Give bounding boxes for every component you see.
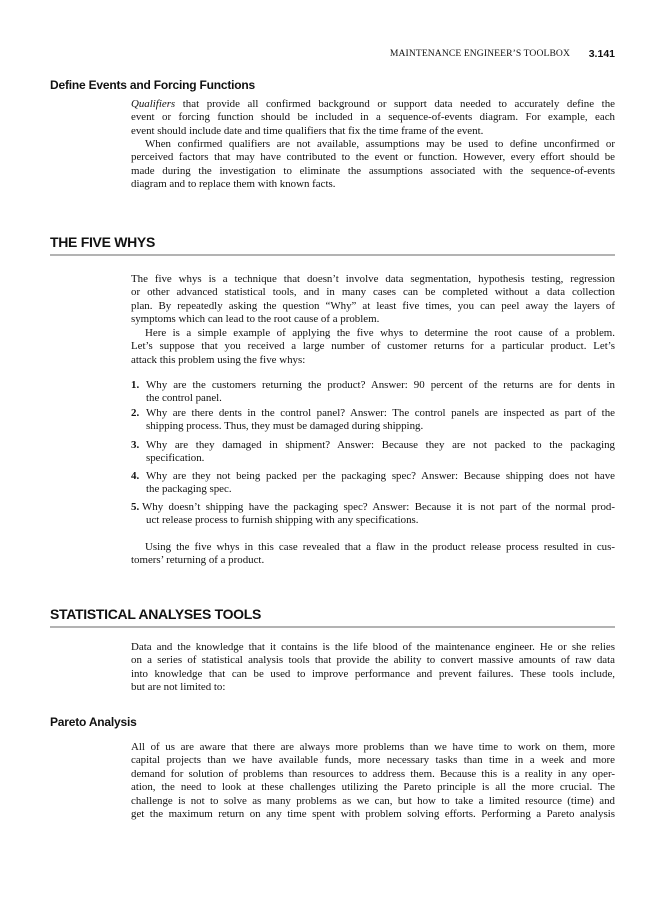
statistical-tools-para bbox=[131, 641, 615, 695]
text-line: demand for solution of problems than resources to address them. Because this is a reality in any oper- bbox=[131, 767, 615, 780]
five-whys-para-1 bbox=[131, 273, 615, 327]
text-line: perceived factors that may have contributed to the event or function. However, every effort should be bbox=[131, 151, 615, 164]
text-line: diagram and to replace them with known facts. bbox=[131, 178, 336, 191]
text-line: challenge is not to solve as many problems as we can, but how to take a limited resource (time) and bbox=[131, 794, 615, 807]
text-line: event should include date and time qualifiers that fix the time frame of the event. bbox=[131, 124, 484, 137]
heading-pareto-analysis: Pareto Analysis bbox=[50, 715, 137, 729]
italic-term: Qualifiers bbox=[131, 98, 176, 110]
text-line: Why are the customers returning the product? Answer: 90 percent of the returns are for dents in bbox=[146, 379, 615, 391]
list-item bbox=[131, 439, 615, 466]
list-item-text bbox=[146, 439, 615, 466]
text-line: event or forcing function should be included in a sequence-of-events diagram. For example, each bbox=[131, 111, 615, 124]
list-item bbox=[131, 379, 615, 406]
running-header bbox=[360, 47, 615, 61]
text-line: ation, the need to look at these challenges utilizing the Pareto principle is all the more crucial. The bbox=[131, 781, 615, 794]
text-line: Why doesn’t shipping have the packaging spec? Answer: Because it is not part of the normal prod- bbox=[142, 501, 615, 513]
list-number: 1. bbox=[131, 379, 140, 391]
text-line: the packaging spec. bbox=[146, 483, 232, 496]
text-line: specification. bbox=[146, 452, 205, 465]
text-line: Data and the knowledge that it contains is the life blood of the maintenance engineer. He or she relies bbox=[131, 641, 615, 653]
text-line: Why are there dents in the control panel? Answer: The control panels are inspected as part of the bbox=[146, 407, 615, 419]
list-number: 2. bbox=[131, 407, 140, 419]
list-item-text bbox=[146, 379, 615, 406]
five-whys-conclusion bbox=[131, 541, 615, 568]
text-line: attack this problem using the five whys: bbox=[131, 353, 306, 366]
text-line: Why are they not being packed per the packaging spec? Answer: Because shipping does not have bbox=[146, 470, 615, 482]
text-line: capital projects than we have available funds, more necessary tasks than time in a week and more bbox=[131, 754, 615, 767]
text-line: Using the five whys in this case revealed that a flaw in the product release process resulted in cus- bbox=[145, 541, 615, 553]
five-whys-para-2 bbox=[131, 327, 615, 367]
list-item bbox=[131, 501, 615, 528]
list-item bbox=[131, 407, 615, 434]
text-line: Let’s suppose that you received a large number of customer returns for a particular product. Let’s bbox=[131, 340, 615, 353]
text-line: the control panel. bbox=[146, 392, 222, 405]
text-line: The five whys is a technique that doesn’t involve data segmentation, hypothesis testing, regression bbox=[131, 273, 615, 285]
heading-five-whys: THE FIVE WHYS bbox=[50, 234, 615, 256]
list-item-text bbox=[142, 501, 615, 528]
define-events-para-1 bbox=[131, 98, 615, 138]
text-line: into knowledge that can be used to improve performance and prevent failures. These tools include, bbox=[131, 667, 615, 680]
heading-define-events: Define Events and Forcing Functions bbox=[50, 78, 256, 92]
list-item-text bbox=[146, 407, 615, 434]
text-line: plan. By repeatedly asking the question “Why” at least five times, you can peel away the layers of bbox=[131, 299, 615, 312]
text-line: Here is a simple example of applying the five whys to determine the root cause of a problem. bbox=[145, 327, 615, 339]
text-line: get the maximum return on any time spent with problem solving efforts. Performing a Pareto analysis bbox=[131, 807, 615, 820]
page-number: 3.141 bbox=[588, 48, 615, 60]
text-line: shipping process. Thus, they must be damaged during shipping. bbox=[146, 420, 424, 433]
list-item bbox=[131, 470, 615, 497]
heading-statistical-tools: STATISTICAL ANALYSES TOOLS bbox=[50, 606, 615, 628]
text-line: or other advanced statistical tools, and in many cases can be completed without a data collection bbox=[131, 286, 615, 299]
list-number: 4. bbox=[131, 470, 140, 482]
list-number: 5. bbox=[131, 501, 140, 513]
define-events-para-2 bbox=[131, 138, 615, 192]
text-line: tomers’ returning of a product. bbox=[131, 554, 265, 567]
text-line: All of us are aware that there are always more problems than we have time to work on them, more bbox=[131, 741, 615, 753]
text-line: made during the investigation to eliminate the assumptions associated with the sequence-of-events bbox=[131, 164, 615, 177]
list-item-text bbox=[146, 470, 615, 497]
list-number: 3. bbox=[131, 439, 140, 451]
text-line: Why are they damaged in shipment? Answer: Because they are not packed to the packaging bbox=[146, 439, 615, 451]
pareto-para bbox=[131, 741, 615, 821]
text-line: When confirmed qualifiers are not available, assumptions may be used to define unconfirmed or bbox=[145, 138, 615, 150]
text-line: on a series of statistical analysis tools that provide the ability to convert massive amounts of raw data bbox=[131, 654, 615, 667]
text-line: but are not limited to: bbox=[131, 681, 226, 694]
running-header-title: MAINTENANCE ENGINEER’S TOOLBOX bbox=[389, 48, 570, 59]
text-line: symptoms which can lead to the root cause of a problem. bbox=[131, 313, 380, 326]
text-line: Qualifiers that provide all confirmed background or support data needed to accurately define the bbox=[131, 98, 615, 110]
text-line: uct release process to furnish shipping with any specifications. bbox=[146, 514, 419, 527]
